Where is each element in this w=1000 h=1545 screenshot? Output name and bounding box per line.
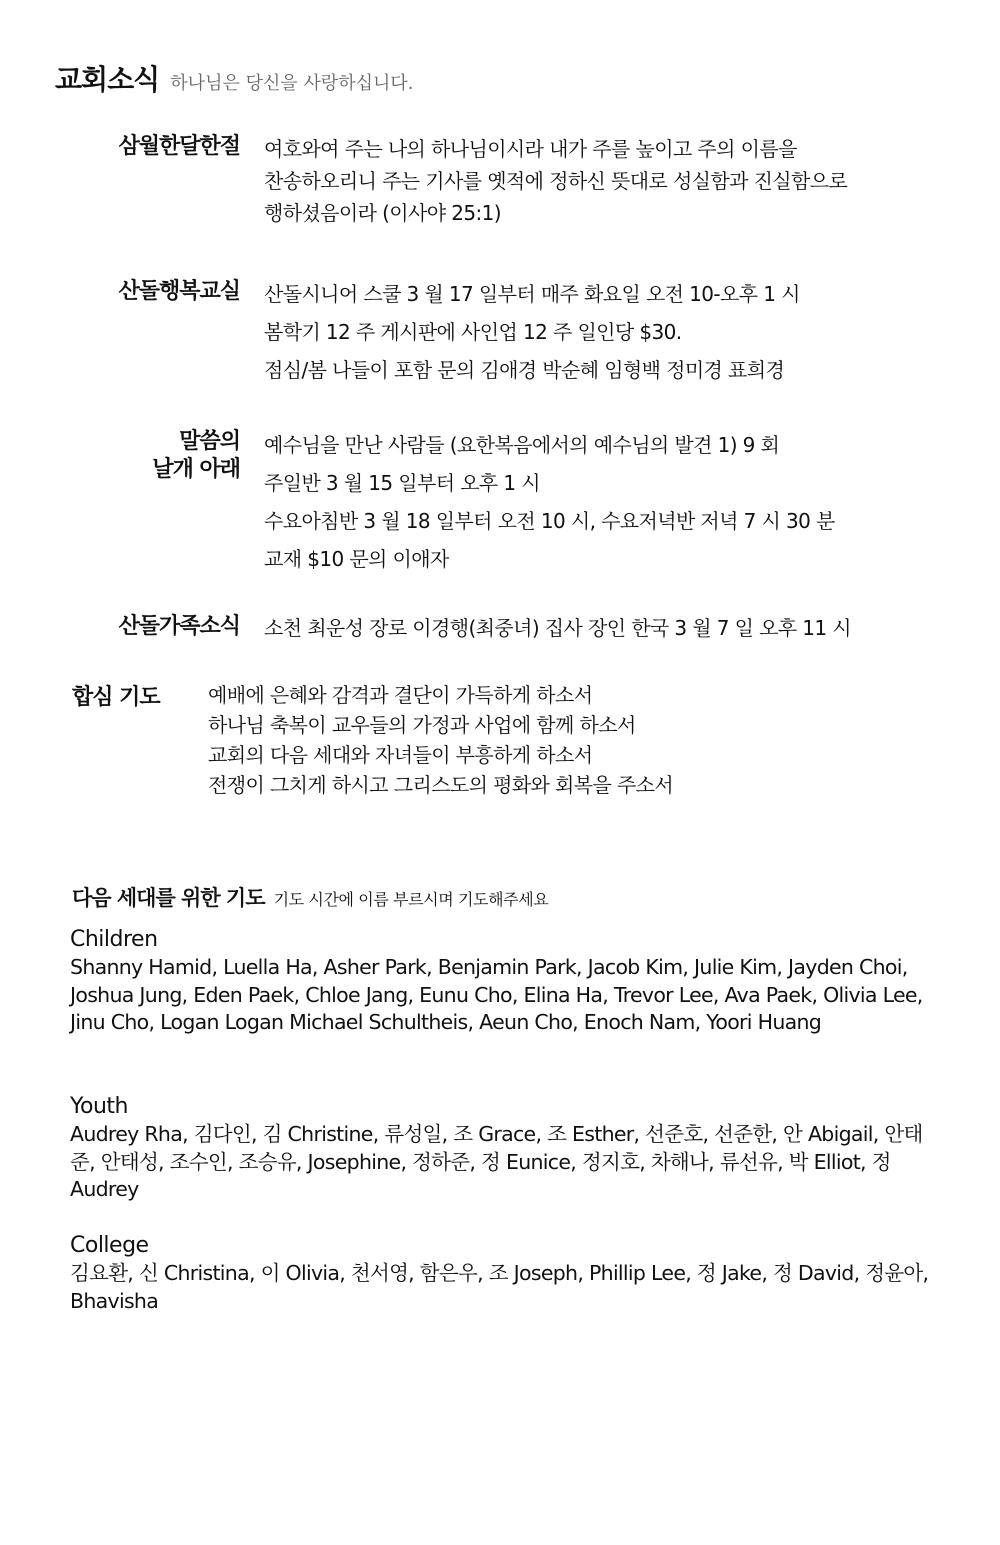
section-family-news bbox=[0, 613, 1000, 653]
content-line: 주일반 3 월 15 일부터 오후 1 시 bbox=[264, 471, 541, 495]
prayer-content bbox=[208, 680, 673, 800]
section-label: 날개 아래 bbox=[152, 457, 240, 482]
group-names: 김요환, 신 Christina, 이 Olivia, 천서영, 함은우, 조 Joseph, Phillip Lee, 정 Jake, 정 David, 정윤아, Bhavisha bbox=[70, 1261, 929, 1313]
section-content bbox=[264, 275, 800, 389]
prayer-label: 합심 기도 bbox=[72, 685, 160, 710]
group-college bbox=[70, 1232, 930, 1315]
page-title: 교회소식 bbox=[55, 63, 160, 96]
prayer-line: 전쟁이 그치게 하시고 그리스도의 평화와 회복을 주소서 bbox=[208, 773, 674, 797]
prayer-line: 예배에 은혜와 감격과 결단이 가득하게 하소서 bbox=[208, 683, 593, 707]
group-title: College bbox=[70, 1233, 149, 1258]
group-names: Shanny Hamid, Luella Ha, Asher Park, Benjamin Park, Jacob Kim, Julie Kim, Jayden Choi, Joshua Jung, Eden Paek, Chloe Jang, Eunu Cho, Elina Ha, Trevor Lee, Ava Paek, Olivia Lee, Jinu Cho, Logan Logan Michael Schultheis, Aeun Cho, Enoch Nam, Yoori Huang bbox=[70, 955, 923, 1034]
content-line: 찬송하오리니 주는 기사를 옛적에 정하신 뜻대로 성실함과 진실함으로 bbox=[264, 169, 848, 193]
content-line: 교재 $10 문의 이애자 bbox=[264, 547, 449, 571]
next-generation-title: 다음 세대를 위한 기도 bbox=[72, 886, 265, 910]
content-line: 봄학기 12 주 게시판에 사인업 12 주 일인당 $30. bbox=[264, 320, 682, 344]
section-bible-study bbox=[0, 428, 1000, 578]
section-label: 말씀의 bbox=[179, 429, 240, 454]
content-line: 산돌시니어 스쿨 3 월 17 일부터 매주 화요일 오전 10-오후 1 시 bbox=[264, 282, 800, 306]
section-content bbox=[264, 612, 851, 644]
content-line: 여호와여 주는 나의 하나님이시라 내가 주를 높이고 주의 이름을 bbox=[264, 137, 797, 161]
content-line: 점심/봄 나들이 포함 문의 김애경 박순혜 임형백 정미경 표희경 bbox=[264, 358, 785, 382]
content-line: 행하셨음이라 (이사야 25:1) bbox=[264, 201, 501, 225]
next-generation-header bbox=[72, 882, 548, 912]
section-label: 산돌가족소식 bbox=[118, 614, 240, 639]
page-subtitle: 하나님은 당신을 사랑하십니다. bbox=[170, 73, 414, 94]
content-line: 소천 최운성 장로 이경행(최중녀) 집사 장인 한국 3 월 7 일 오후 11 시 bbox=[264, 616, 852, 640]
section-content bbox=[264, 426, 835, 578]
group-title: Youth bbox=[70, 1094, 128, 1119]
section-monthly-verse bbox=[0, 133, 1000, 233]
prayer-line: 하나님 축복이 교우들의 가정과 사업에 함께 하소서 bbox=[208, 713, 636, 737]
content-line: 예수님을 만난 사람들 (요한복음에서의 예수님의 발견 1) 9 회 bbox=[264, 433, 780, 457]
section-label: 산돌행복교실 bbox=[118, 279, 240, 304]
section-label: 삼월한달한절 bbox=[118, 134, 240, 159]
group-youth bbox=[70, 1093, 930, 1204]
group-names: Audrey Rha, 김다인, 김 Christine, 류성일, 조 Grace, 조 Esther, 선준호, 선준한, 안 Abigail, 안태준, 안태성, 조수인, 조승유, Josephine, 정하준, 정 Eunice, 정지호, 차해나, 류선유, 박 Elliot, 정 Audrey bbox=[70, 1122, 923, 1201]
page-header bbox=[55, 58, 414, 98]
next-generation-subtitle: 기도 시간에 이름 부르시며 기도해주세요 bbox=[273, 890, 549, 909]
content-line: 수요아침반 3 월 18 일부터 오전 10 시, 수요저녁반 저녁 7 시 30 분 bbox=[264, 509, 835, 533]
section-happy-class bbox=[0, 278, 1000, 398]
prayer-line: 교회의 다음 세대와 자녀들이 부흥하게 하소서 bbox=[208, 743, 593, 767]
section-content bbox=[264, 133, 847, 229]
group-children bbox=[70, 926, 930, 1037]
group-title: Children bbox=[70, 927, 158, 952]
